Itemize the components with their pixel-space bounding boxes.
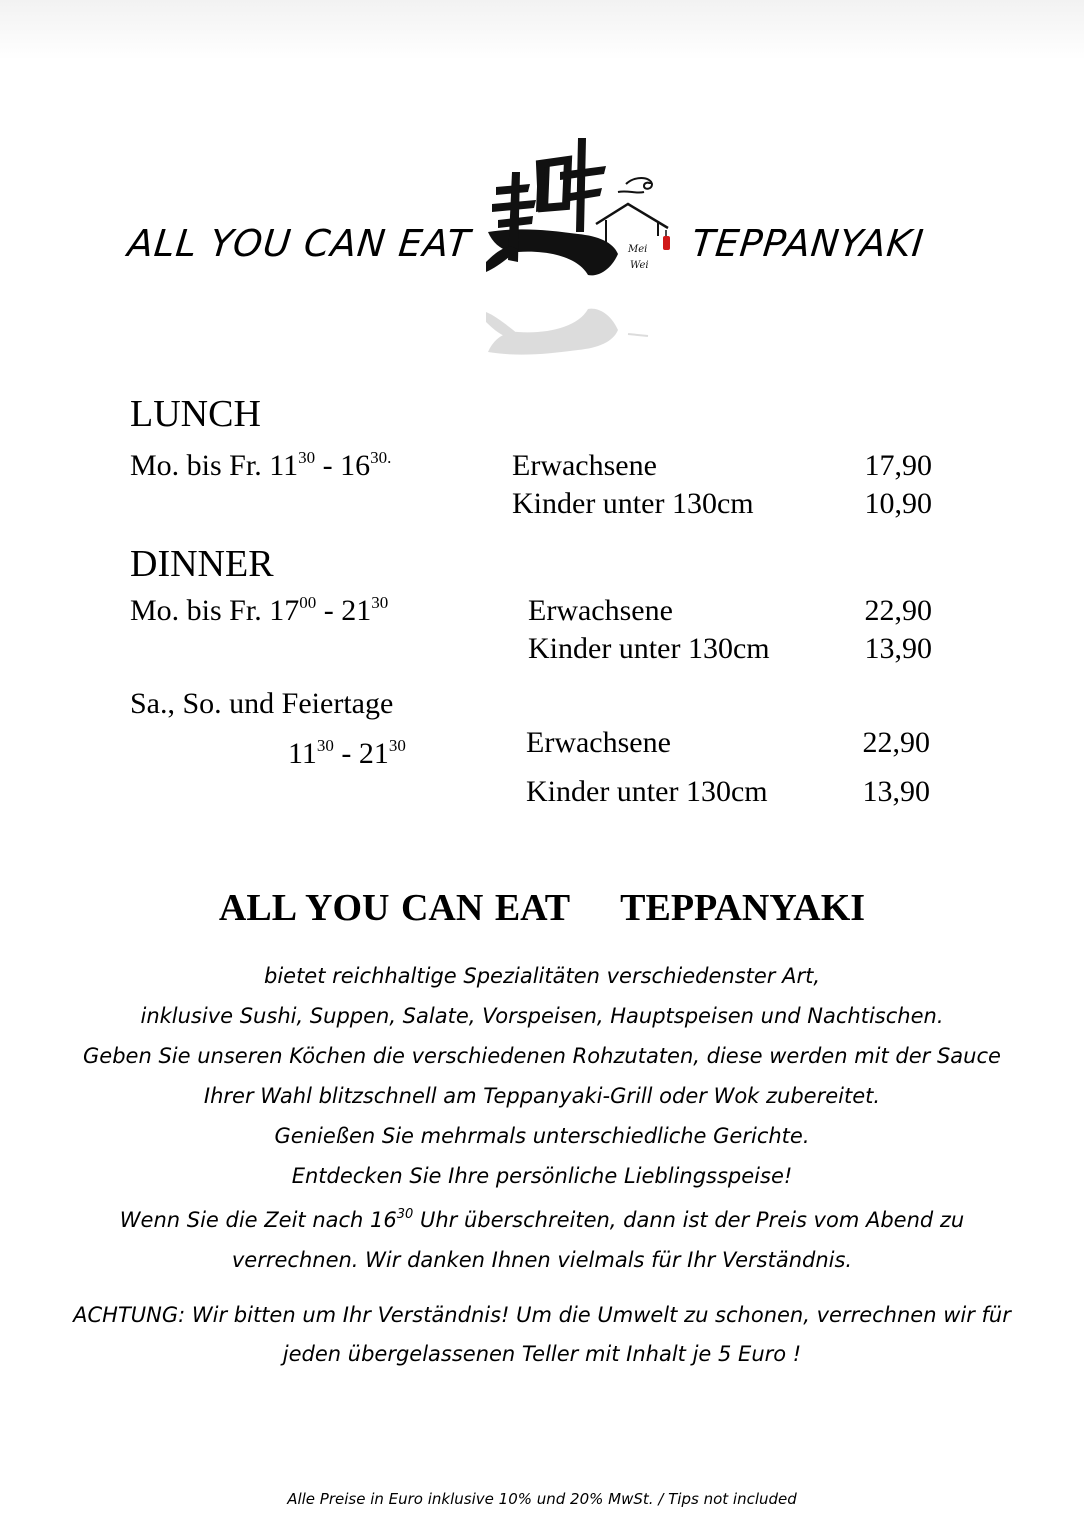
weekend-child-label: Kinder unter 130cm (526, 775, 768, 808)
dinner-adult-label: Erwachsene (528, 594, 673, 627)
time-note-line: Wenn Sie die Zeit nach $16^{30}$ Uhr überschreiten, dann ist der Preis vom Abend zu (119, 1207, 965, 1232)
dinner-adult-price: 22,90 (864, 594, 932, 627)
weekend-child-price: 13,90 (862, 775, 930, 808)
promo-line: bietet reichhaltige Spezialitäten verschiedenster Art, (263, 964, 821, 988)
lunch-heading: LUNCH (130, 393, 261, 435)
promo-line: Geben Sie unseren Köchen die verschiedenen Rohzutaten, diese werden mit der Sauce (83, 1044, 1001, 1068)
lunch-adult-label: Erwachsene (512, 449, 657, 482)
header-left-title: ALL YOU CAN EAT (125, 222, 473, 265)
weekend-hours: $11^{30} - 21^{30}$ (288, 736, 406, 770)
header-right-title: TEPPANYAKI (689, 222, 927, 265)
dinner-hours: Mo. bis Fr. $17^{00} - 21^{30}$ (130, 593, 389, 627)
mei-wei-logo (478, 132, 678, 362)
promo-title: ALL YOU CAN EAT TEPPANYAKI (218, 887, 866, 929)
lunch-child-price: 10,90 (864, 487, 932, 520)
warning-line: ACHTUNG: Wir bitten um Ihr Verständnis! Um die Umwelt zu schonen, verrechnen wir für (73, 1303, 1011, 1327)
weekend-heading: Sa., So. und Feiertage (130, 687, 394, 720)
promo-description (0, 956, 1084, 1374)
warning-line2: jeden übergelassenen Teller mit Inhalt je 5 Euro ! (282, 1342, 802, 1366)
dinner-heading: DINNER (130, 543, 274, 585)
dinner-child-label: Kinder unter 130cm (528, 632, 770, 665)
time-note-line2: verrechnen. Wir danken Ihnen vielmals für Ihr Verständnis. (231, 1248, 853, 1272)
svg-text:Wei: Wei (630, 260, 649, 271)
promo-line: Entdecken Sie Ihre persönliche Lieblingsspeise! (291, 1164, 793, 1188)
dinner-child-price: 13,90 (864, 632, 932, 665)
lunch-child-label: Kinder unter 130cm (512, 487, 754, 520)
weekend-adult-price: 22,90 (862, 726, 930, 759)
promo-line: inklusive Sushi, Suppen, Salate, Vorspeisen, Hauptspeisen und Nachtischen. (140, 1004, 944, 1028)
svg-text:Mei: Mei (628, 244, 648, 255)
promo-line: Ihrer Wahl blitzschnell am Teppanyaki-Grill oder Wok zubereitet. (203, 1084, 881, 1108)
lunch-adult-price: 17,90 (864, 449, 932, 482)
promo-line: Genießen Sie mehrmals unterschiedliche Gerichte. (274, 1124, 810, 1148)
lunch-hours: Mo. bis Fr. $11^{30} - 16^{30.}$ (130, 448, 392, 482)
footer-note: Alle Preise in Euro inklusive 10% und 20% MwSt. / Tips not included (287, 1490, 797, 1508)
weekend-adult-label: Erwachsene (526, 726, 671, 759)
